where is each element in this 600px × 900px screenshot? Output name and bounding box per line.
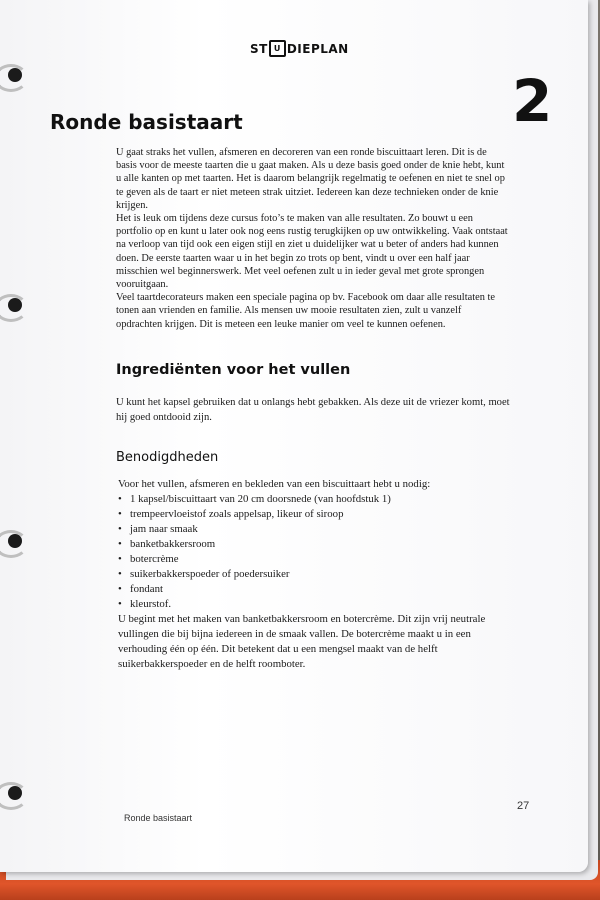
bullet-icon: • — [118, 553, 122, 565]
intro-paragraph: Het is leuk om tijdens deze cursus foto’s te maken van alle resultaten. Zo bouwt u een portfolio op en kunt u later ook nog eens rustig terugkijken op uw ontwikkeling. Vaak ontstaat na verloop van tijd ook een eigen stijl en ziet u duidelijker wat u beter of anders had kunnen doen. De eerste taarten waar u in het begin zo trots op bent, vindt u over een half jaar misschien wel beginnerswerk. Met veel oefenen zult u in ieder geval met grote sprongen vooruitgaan. — [116, 213, 508, 291]
section-paragraph: U kunt het kapsel gebruiken dat u onlangs hebt gebakken. Als deze uit de vriezer komt, moet hij goed ontdooid zijn. — [116, 397, 510, 423]
list-item: • fondant — [118, 583, 163, 595]
intro-text — [116, 146, 508, 331]
binder-ring — [0, 294, 28, 322]
requirements-block — [118, 477, 518, 612]
list-item: • jam naar smaak — [118, 523, 198, 535]
bullet-icon: • — [118, 598, 122, 610]
list-lead: Voor het vullen, afsmeren en bekleden van een biscuittaart hebt u nodig: — [118, 478, 431, 490]
requirements-list — [118, 492, 518, 612]
bullet-icon: • — [118, 583, 122, 595]
brand-text-start: ST — [250, 41, 268, 56]
list-item: • botercrème — [118, 553, 179, 565]
bullet-icon: • — [118, 568, 122, 580]
binder-ring — [0, 64, 28, 92]
intro-paragraph: U gaat straks het vullen, afsmeren en decoreren van een ronde biscuittaart leren. Dit is de basis voor de meeste taarten die u gaat maken. Als u deze basis goed onder de knie hebt, kunt u alle kanten op met taarten. Het is daarom belangrijk regelmatig te oefenen en niet te snel op te geven als de taart er niet meteen strak uitziet. Iedereen kan deze technieken onder de knie krijgen. — [116, 147, 505, 211]
subsection-heading: Benodigdheden — [116, 450, 219, 465]
bullet-icon: • — [118, 538, 122, 550]
list-item: • suikerbakkerspoeder of poedersuiker — [118, 568, 290, 580]
list-item: • 1 kapsel/biscuittaart van 20 cm doorsnede (van hoofdstuk 1) — [118, 493, 391, 505]
bullet-icon: • — [118, 493, 122, 505]
brand-logo — [250, 40, 349, 57]
page-number: 27 — [517, 800, 530, 812]
binder-ring — [0, 782, 28, 810]
bullet-icon: • — [118, 508, 122, 520]
binder-ring — [0, 530, 28, 558]
brand-text-end: DIEPLAN — [286, 41, 349, 56]
list-item: • trempeervloeistof zoals appelsap, likeur of siroop — [118, 508, 344, 520]
list-item: • kleurstof. — [118, 598, 172, 610]
graduation-cap-icon: U — [269, 40, 286, 57]
list-item: • banketbakkersroom — [118, 538, 216, 550]
chapter-number: 2 — [512, 67, 553, 135]
closing-paragraph: U begint met het maken van banketbakkersroom en botercrème. Dit zijn vrij neutrale vullingen die bij bijna iedereen in de smaak vallen. De botercrème maakt u in een verhouding één op één. Dit betekent dat u een mengsel maakt van de helft suikerbakkerspoeder en de helft roomboter. — [118, 613, 486, 670]
section-heading: Ingrediënten voor het vullen — [116, 362, 351, 378]
intro-paragraph: Veel taartdecorateurs maken een speciale pagina op bv. Facebook om daar alle resultaten te tonen aan vrienden en familie. Als mensen uw mooie resultaten zien, zult u vanzelf opdrachten krijgen. Dit is meteen een leuke manier om veel te kunnen oefenen. — [116, 292, 495, 330]
bullet-icon: • — [118, 523, 122, 535]
page-title: Ronde basistaart — [50, 110, 243, 134]
footer-section-name: Ronde basistaart — [124, 813, 193, 823]
